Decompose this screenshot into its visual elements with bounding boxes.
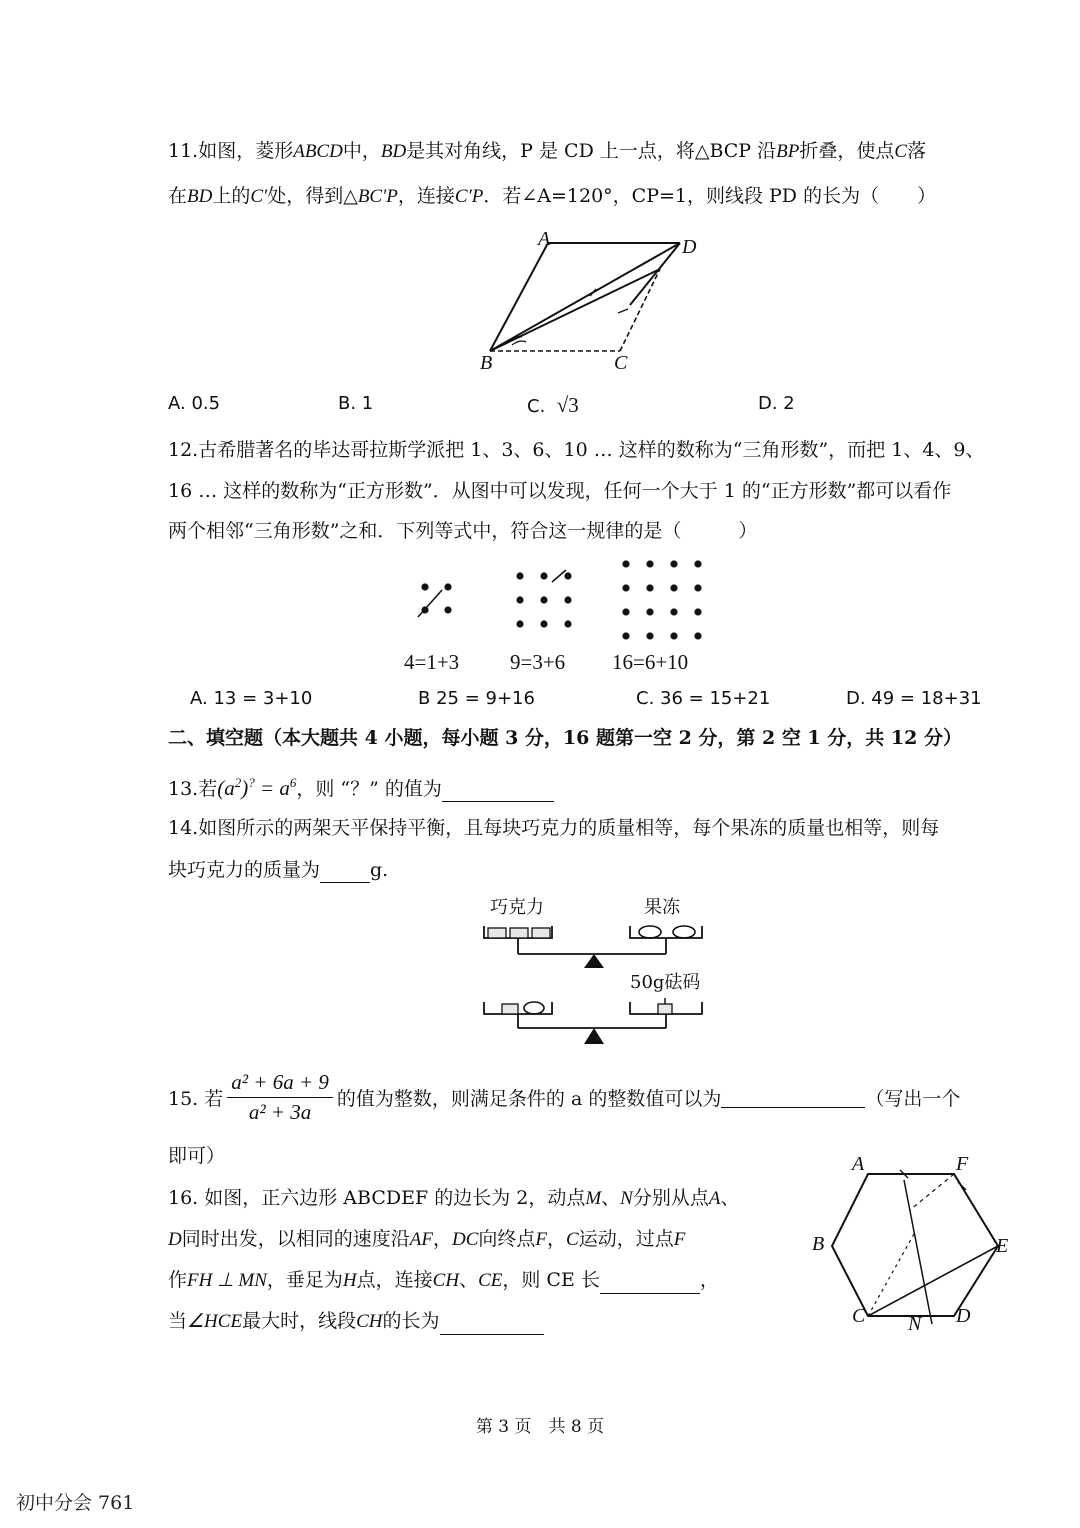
q16-label-F: F [956, 1153, 969, 1175]
q12-line1: 12.古希腊著名的毕达哥拉斯学派把 1、3、6、10 … 这样的数称为“三角形数”，而把 1、4、9、 [168, 439, 985, 461]
q14-label-jelly: 果冻 [644, 897, 680, 918]
q15-line1: 15. 若 $\frac{\text{a² + 6a + 9}}{\text{a² + 3a}}$ 的值为整数，则满足条件的 a 的整数值可以为 （写出一个 [168, 1070, 961, 1124]
q16-label-A: A [852, 1153, 865, 1175]
q16-answer-blank-1[interactable] [600, 1273, 700, 1294]
q16-label-E: E [996, 1235, 1009, 1257]
q12-option-d: D. 49 = 18+31 [846, 688, 982, 709]
q11-label-B: B [480, 352, 493, 374]
q12-caption-3: 16=6+10 [612, 650, 689, 674]
q16-answer-blank-2[interactable] [440, 1314, 544, 1335]
q11-option-b: B. 1 [338, 393, 374, 414]
q11-option-c: C. √3 [527, 393, 579, 417]
q11-label-A: A [538, 228, 551, 250]
q12-option-c: C. 36 = 15+21 [636, 688, 771, 709]
q13-line: 13.若$(a^2)^? = a^6$，则 “？” 的值为 [168, 770, 554, 802]
q12-caption-2: 9=3+6 [510, 650, 566, 674]
q16-label-D: D [956, 1305, 971, 1327]
q16-line1: 16. 如图，正六边形 ABCDEF 的边长为 2，动点M、N分别从点A、 [168, 1187, 740, 1209]
q12-option-b: B 25 = 9+16 [418, 688, 535, 709]
q14-line1: 14.如图所示的两架天平保持平衡，且每块巧克力的质量相等，每个果冻的质量也相等，则每 [168, 817, 940, 839]
q12-line3: 两个相邻“三角形数”之和．下列等式中，符合这一规律的是（ ） [168, 520, 758, 542]
q16-line2: D同时出发，以相同的速度沿AF，DC向终点F，C运动，过点F [168, 1228, 686, 1250]
q13-answer-blank[interactable] [442, 781, 554, 802]
q16-line3: 作FH ⊥ MN，垂足为H点，连接CH、CE，则 CE 长 ， [168, 1267, 719, 1294]
q15-fraction: $\frac{\text{a² + 6a + 9}}{\text{a² + 3a}}$ [227, 1070, 333, 1125]
q16-label-B: B [812, 1233, 825, 1255]
q11-label-C: C [614, 352, 628, 374]
q16-label-N: N [908, 1313, 922, 1335]
q12-line2: 16 … 这样的数称为“正方形数”．从图中可以发现，任何一个大于 1 的“正方形数”都可以看作 [168, 480, 952, 502]
page-footer: 第 3 页 共 8 页 [475, 1417, 605, 1437]
q12-caption-1: 4=1+3 [404, 650, 460, 674]
q14-line2: 块巧克力的质量为 g. [168, 859, 389, 881]
q12-option-a: A. 13 = 3+10 [190, 688, 313, 709]
q15-answer-blank[interactable] [721, 1087, 865, 1108]
q16-label-C: C [852, 1305, 866, 1327]
q16-line4: 当∠HCE最大时，线段CH的长为 [168, 1308, 544, 1335]
q11-line2: 在BD上的C′处，得到△BC′P，连接C′P．若∠A=120°，CP=1，则线段 PD 的长为（ ） [168, 185, 937, 207]
q15-line2: 即可） [168, 1145, 226, 1167]
q11-option-a: A. 0.5 [168, 393, 221, 414]
q16-hexagon-figure [808, 1150, 1028, 1340]
q14-answer-blank[interactable] [320, 862, 370, 883]
q14-balance-figure [480, 920, 720, 1050]
q11-rhombus-figure [470, 225, 730, 375]
q11-line1: 11.如图，菱形ABCD中，BD是其对角线，P 是 CD 上一点，将△BCP 沿BP折叠，使点C落 [168, 140, 927, 162]
q12-dot-figures [400, 562, 720, 642]
q11-option-d: D. 2 [758, 393, 795, 414]
q11-label-D: D [682, 236, 697, 258]
q14-label-chocolate: 巧克力 [490, 897, 544, 918]
watermark-text: 初中分会 761 [16, 1492, 135, 1514]
section-2-title: 二、填空题（本大题共 4 小题，每小题 3 分，16 题第一空 2 分，第 2 空 1 分，共 12 分） [168, 727, 962, 749]
q14-label-weight: 50g砝码 [630, 972, 701, 993]
